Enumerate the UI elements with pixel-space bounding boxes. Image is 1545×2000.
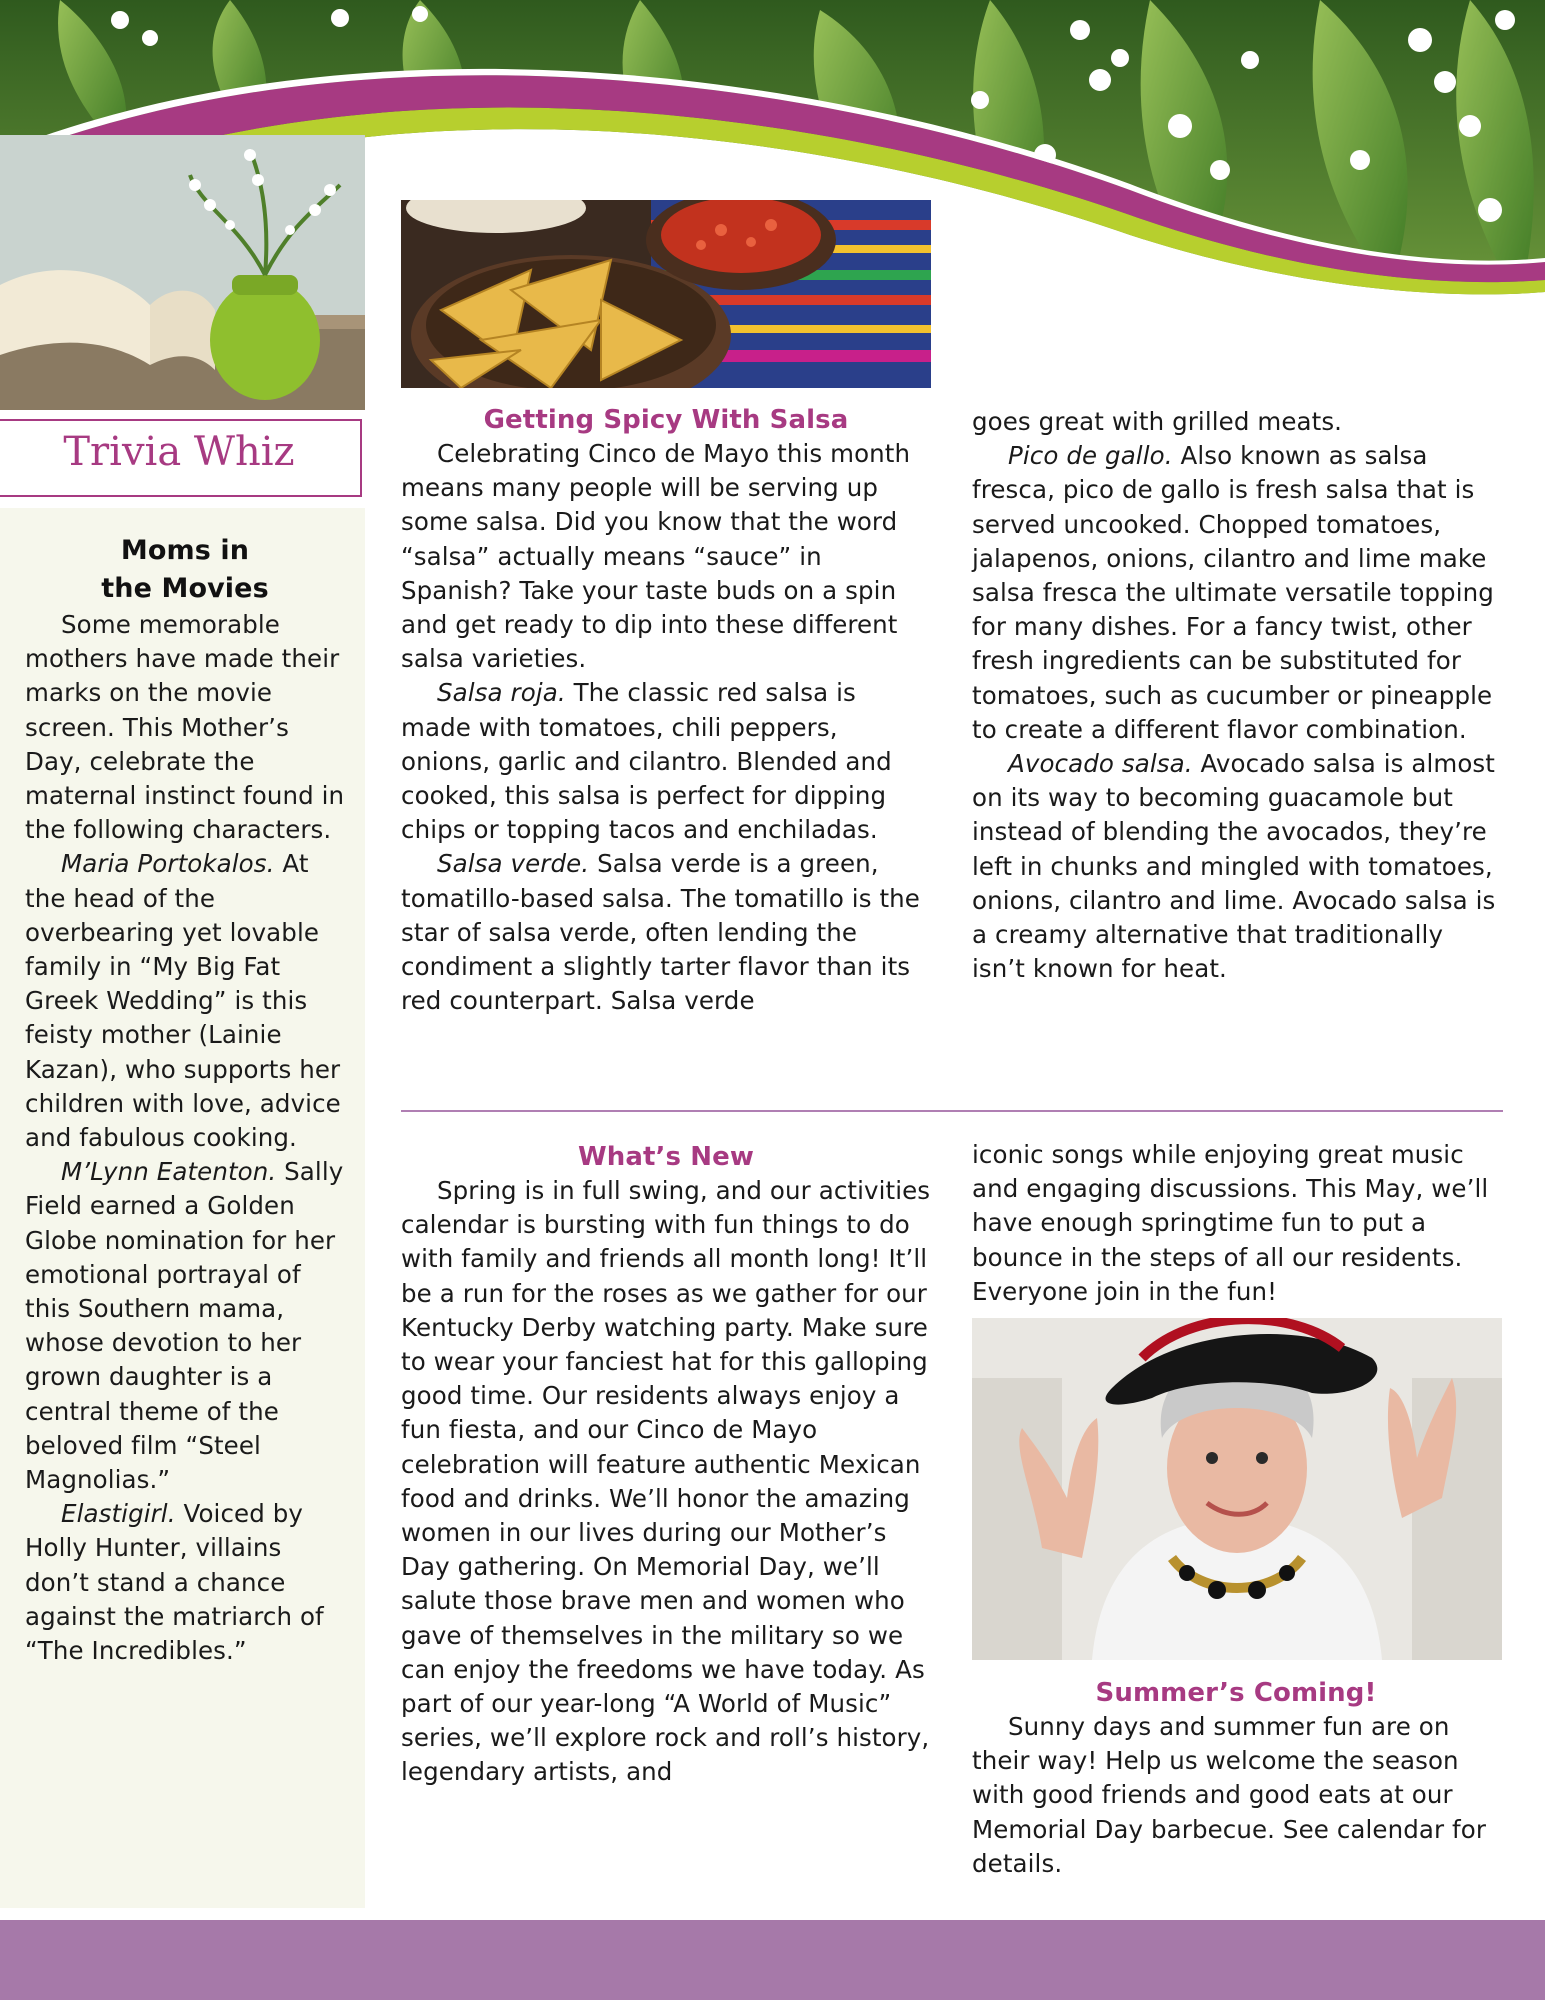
sidebar-heading-line2: the Movies	[101, 573, 269, 604]
salsa-verde-continued: goes great with grilled meats.	[972, 407, 1343, 436]
salsa-type-name: Salsa verde.	[437, 849, 590, 879]
sidebar-paragraph	[25, 1497, 345, 1668]
character-name: M’Lynn Eatenton.	[61, 1157, 277, 1187]
salsa-article-continued	[972, 405, 1500, 986]
sidebar-heading-line1: Moms in	[120, 535, 250, 566]
whats-new-continued	[972, 1138, 1500, 1309]
salsa-verde-text: Salsa verde is a green, tomatillo-based salsa. The tomatillo is the star of salsa verde, often lending the condiment a slightly tarter flavor than its red counterpart. Salsa verde	[401, 849, 920, 1016]
salsa-roja-text: The classic red salsa is made with tomatoes, chili peppers, onions, garlic and cilantro. Blended and cooked, this salsa is perfect for dipping chips or topping tacos and enchiladas.	[401, 678, 892, 845]
summer-heading: Summer’s Coming!	[1095, 1678, 1377, 1708]
character-name: Maria Portokalos.	[61, 849, 275, 879]
sidebar-article	[25, 532, 345, 1668]
footer-bar	[0, 1920, 1545, 2000]
salsa-heading: Getting Spicy With Salsa	[483, 405, 849, 435]
summer-text: Sunny days and summer fun are on their way! Help us welcome the season with good friends and good eats at our Memorial Day barbecue. See calendar for details.	[972, 1712, 1487, 1878]
salsa-roja-paragraph	[401, 676, 931, 847]
character-description: Voiced by Holly Hunter, villains don’t stand a chance against the matriarch of “The Incredibles.”	[25, 1499, 324, 1666]
sidebar-intro: Some memorable mothers have made their marks on the movie screen. This Mother’s Day, celebrate the maternal instinct found in the following characters.	[25, 610, 345, 845]
sidebar-heading	[25, 532, 345, 608]
avocado-text: Avocado salsa is almost on its way to becoming guacamole but instead of blending the avocados, they’re left in chunks and mingled with tomatoes, onions, cilantro and lime. Avocado salsa is a creamy alternative that traditionally isn’t known for heat.	[972, 749, 1496, 984]
book-vase-photo	[0, 135, 365, 410]
section-divider	[401, 1110, 1503, 1112]
salsa-type-name: Avocado salsa.	[1008, 749, 1193, 779]
trivia-title: Trivia Whiz	[63, 429, 295, 475]
pico-text: Also known as salsa fresca, pico de gallo is fresh salsa that is served uncooked. Chopped tomatoes, jalapenos, onions, cilantro and lime make salsa fresca the ultimate versatile topping for many dishes. For a fancy twist, other fresh ingredients can be substituted for tomatoes, such as cucumber or pineapple to create a different flavor combination.	[972, 441, 1494, 744]
salsa-type-name: Salsa roja.	[437, 678, 566, 708]
salsa-article	[401, 403, 931, 1018]
summer-article	[972, 1676, 1500, 1881]
sidebar-paragraph	[25, 847, 345, 1155]
avocado-paragraph	[972, 747, 1500, 986]
whats-new-heading: What’s New	[578, 1142, 754, 1172]
character-name: Elastigirl.	[61, 1499, 176, 1529]
woman-hat-photo	[972, 1318, 1502, 1660]
whats-new-text: Spring is in full swing, and our activities calendar is bursting with fun things to do with family and friends all month long! It’ll be a run for the roses as we gather for our Kentucky Derby watching party. Make sure to wear your fanciest hat for this galloping good time. Our residents always enjoy a fun fiesta, and our Cinco de Mayo celebration will feature authentic Mexican food and drinks. We’ll honor the amazing women in our lives during our Mother’s Day gathering. On Memorial Day, we’ll salute those brave men and women who gave of themselves in the military so we can enjoy the freedoms we have today. As part of our year-long “A World of Music” series, we’ll explore rock and roll’s history, legendary artists, and	[401, 1176, 931, 1787]
salsa-chips-photo	[401, 200, 931, 388]
character-description: Sally Field earned a Golden Globe nomination for her emotional portrayal of this Southern mama, whose devotion to her grown daughter is a central theme of the beloved film “Steel Magnolias.”	[25, 1157, 344, 1495]
character-description: At the head of the overbearing yet lovable family in “My Big Fat Greek Wedding” is this feisty mother (Lainie Kazan), who supports her children with love, advice and fabulous cooking.	[25, 849, 341, 1153]
pico-paragraph	[972, 439, 1500, 747]
whats-new-text-continued: iconic songs while enjoying great music and engaging discussions. This May, we’ll have enough springtime fun to put a bounce in the steps of all our residents. Everyone join in the fun!	[972, 1140, 1489, 1306]
salsa-type-name: Pico de gallo.	[1008, 441, 1173, 471]
salsa-verde-paragraph	[401, 847, 931, 1018]
salsa-intro: Celebrating Cinco de Mayo this month means many people will be serving up some salsa. Did you know that the word “salsa” actually means “sauce” in Spanish? Take your taste buds on a spin and get ready to dip into these different salsa varieties.	[401, 439, 911, 674]
sidebar-paragraph	[25, 1155, 345, 1497]
whats-new-article	[401, 1140, 931, 1790]
trivia-title-box	[0, 419, 362, 497]
